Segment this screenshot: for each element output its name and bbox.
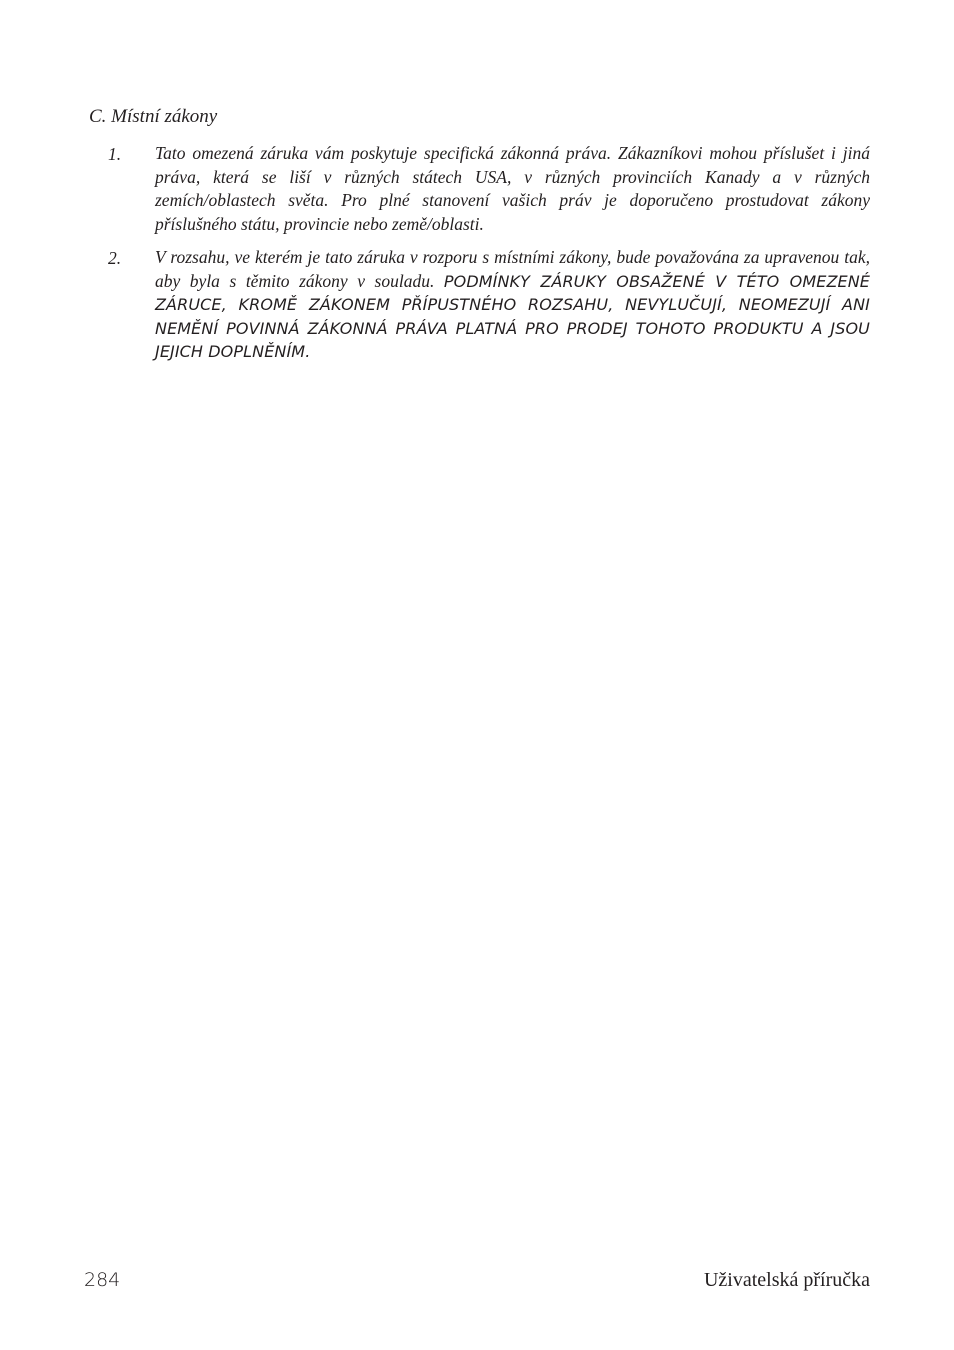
- page-number: 284: [84, 1269, 121, 1291]
- list-item-number: 2.: [108, 248, 122, 268]
- list-item-text: Tato omezená záruka vám poskytuje specifická zákonná práva. Zákazníkovi mohou příslušet i jiná práva, která se liší v různých státech USA, v různých provinciích Kanady a v různých zemích/oblastech světa. Pro plné stanovení vašich práv je doporučeno prostudovat zákony příslušného státu, provincie nebo země/oblasti.: [155, 143, 870, 234]
- footer-title: Uživatelská příručka: [703, 1269, 870, 1291]
- list-item-text-lead: V rozsahu, ve kterém je tato záruka v rozporu s místními zákony, bude považována za upravenou tak, aby byla s těmito zákony v souladu.: [155, 247, 870, 291]
- list-item-number: 1.: [108, 144, 122, 164]
- list-item-text-caps: PODMÍNKY ZÁRUKY OBSAŽENÉ V TÉTO OMEZENÉ ZÁRUCE, KROMĚ ZÁKONEM PŘÍPUSTNÉHO ROZSAHU, NEVYLUČUJÍ, NEOMEZUJÍ ANI NEMĚNÍ POVINNÁ ZÁKONNÁ PRÁVA PLATNÁ PRO PRODEJ TOHOTO PRODUKTU A JSOU JEJICH DOPLNĚNÍM.: [155, 271, 871, 361]
- section-heading: C. Místní zákony: [89, 106, 218, 127]
- list-item-text: [155, 246, 870, 364]
